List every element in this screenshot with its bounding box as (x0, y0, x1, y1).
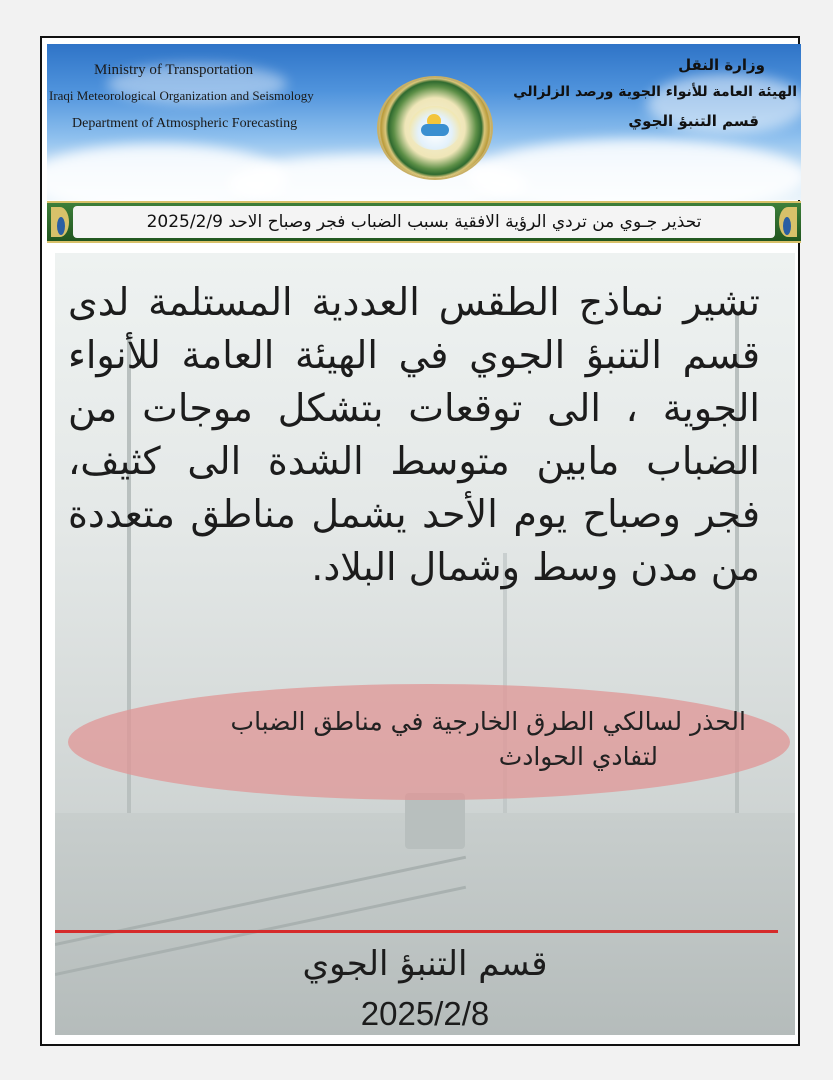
department-name-en: Department of Atmospheric Forecasting (72, 116, 298, 131)
driver-warning-text (110, 704, 746, 774)
organization-name-ar: الهيئة العامة للأنواء الجوية ورصد الزلزالي (513, 84, 797, 100)
issuing-department: قسم التنبؤ الجوي (302, 944, 548, 984)
driver-warning-line2: لتفادي الحوادث (498, 742, 658, 771)
forecast-body-text: تشير نماذج الطقس العددية المستلمة لدى قسم التنبؤ الجوي في الهيئة العامة للأنواء الجوية ، الى توقعات بتشكل موجات من الضباب مابين متوسط الشدة الى كثيف، فجر وصباح يوم الأحد يشمل مناطق متعددة من مدن وسط وشمال البلاد. (68, 280, 760, 589)
ministry-name-en: Ministry of Transportation (94, 62, 254, 78)
organization-name-en: Iraqi Meteorological Organization and Seismology (49, 88, 314, 103)
issue-date: 2025/2/8 (360, 995, 490, 1032)
warning-title: تحذير جـوي من تردي الرؤية الافقية بسبب الضباب فجر وصباح الاحد 2025/2/9 (146, 212, 702, 232)
warning-title-banner (47, 201, 801, 243)
ministry-name-ar: وزارة النقل (678, 56, 765, 74)
divider-line (55, 930, 778, 933)
meteorological-seal-icon (379, 78, 491, 178)
department-name-ar: قسم التنبؤ الجوي (628, 112, 759, 130)
driver-warning-line1: الحذر لسالكي الطرق الخارجية في مناطق الضباب (230, 707, 746, 736)
